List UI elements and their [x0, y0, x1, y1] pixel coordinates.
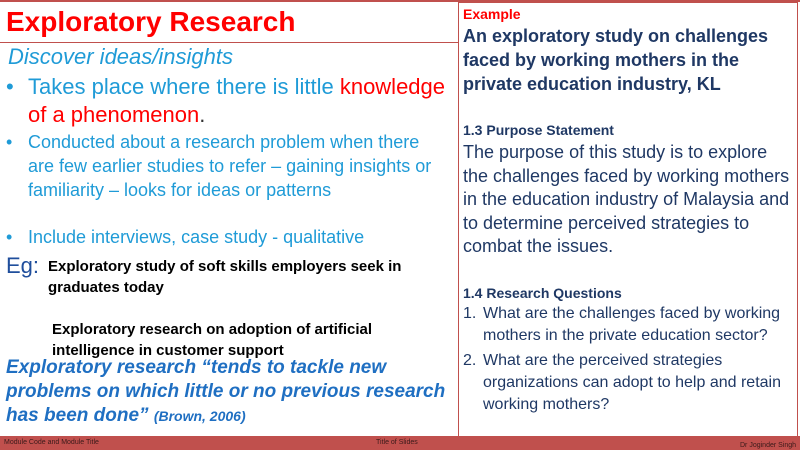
bullet-period: . — [199, 102, 206, 127]
bullet-marker: • — [6, 132, 13, 152]
slide-subtitle: Discover ideas/insights — [8, 44, 233, 69]
bullet-highlight: knowledge of a phenomenon — [28, 74, 446, 127]
example-ai-adoption: Exploratory research on adoption of artificial intelligence in customer support — [52, 321, 373, 359]
eg-label: Eg: — [6, 253, 40, 278]
bullet-text-main: Takes place where there is little — [28, 74, 340, 99]
purpose-statement-heading: 1.3 Purpose Statement — [463, 122, 614, 138]
research-questions-list — [463, 303, 797, 416]
research-questions-heading: 1.4 Research Questions — [463, 285, 622, 301]
bullet-text: Conducted about a research problem when there are few earlier studies to refer – gaining insights or familiarity – looks for ideas or patterns — [28, 132, 432, 200]
bullet-text: Include interviews, case study - qualitative — [28, 227, 365, 247]
quote-text: Exploratory research “tends to tackle new problems on which little or no previous research has been done” — [6, 357, 446, 426]
example-label: Example — [463, 6, 521, 22]
example-study-title: An exploratory study on challenges faced by working mothers in the private education industry, KL — [463, 26, 769, 94]
footer-bar — [0, 436, 800, 450]
research-question — [463, 303, 797, 347]
purpose-statement-text: The purpose of this study is to explore the challenges faced by working mothers in the education industry of Malaysia and to determine perceived strategies to combat the issues. — [463, 142, 790, 256]
question-text: What are the perceived strategies organizations can adopt to help and retain working mothers? — [483, 352, 781, 413]
footer-slide-title: Title of Slides — [376, 439, 418, 446]
slide-title: Exploratory Research — [6, 6, 296, 37]
footer-author: Dr Joginder Singh — [740, 442, 797, 449]
brown-quote — [6, 356, 451, 428]
bullet-text — [28, 73, 448, 129]
title-rule — [0, 42, 458, 43]
question-number: 1. — [463, 305, 477, 322]
example-panel — [458, 2, 798, 438]
question-number: 2. — [463, 352, 477, 369]
example-soft-skills: Exploratory study of soft skills employers seek in graduates today — [48, 258, 402, 296]
research-question — [463, 350, 797, 416]
bullet-marker: • — [6, 74, 14, 99]
footer-module: Module Code and Module Title — [4, 439, 99, 446]
question-text: What are the challenges faced by working mothers in the private education sector? — [483, 305, 781, 344]
bullet-marker: • — [6, 227, 13, 247]
quote-citation: (Brown, 2006) — [153, 408, 246, 424]
